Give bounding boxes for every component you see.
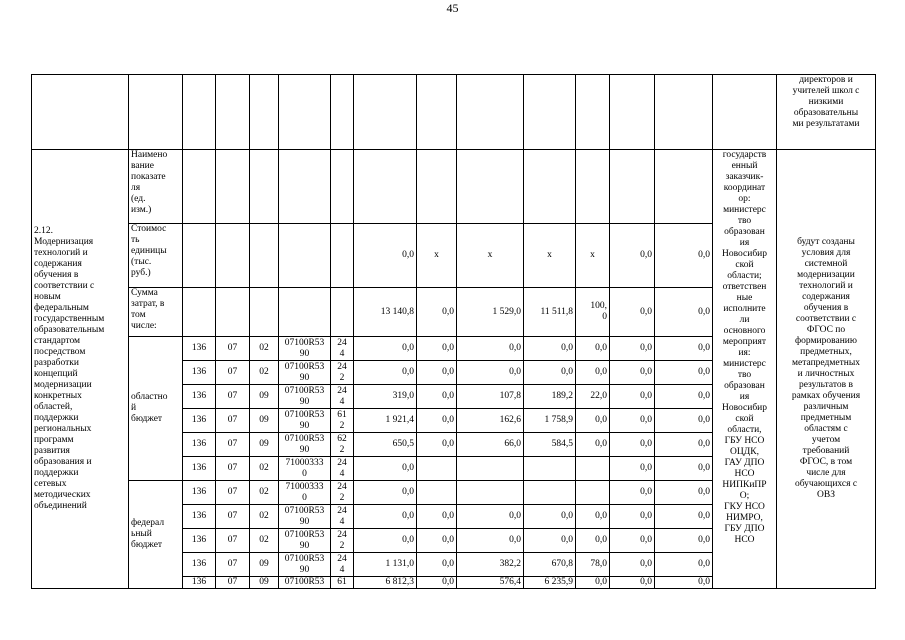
cell-y3 bbox=[524, 481, 576, 505]
cell-y4: x bbox=[576, 224, 610, 288]
cell-rz: 07 bbox=[216, 505, 250, 529]
cell-empty bbox=[417, 150, 457, 224]
cell-pr: 02 bbox=[250, 505, 279, 529]
cell-y6: 0,0 bbox=[655, 385, 713, 409]
cell-empty bbox=[183, 150, 216, 224]
cell-y1: 0,0 bbox=[417, 505, 457, 529]
cell-y3: 189,2 bbox=[524, 385, 576, 409]
cell-y6: 0,0 bbox=[655, 553, 713, 577]
cell-y1: 0,0 bbox=[417, 385, 457, 409]
cell-empty bbox=[183, 288, 216, 337]
cell-y1: 0,0 bbox=[417, 361, 457, 385]
cell-y5: 0,0 bbox=[610, 385, 655, 409]
cell-empty bbox=[417, 75, 457, 150]
cell-pr: 02 bbox=[250, 481, 279, 505]
cell-y6: 0,0 bbox=[655, 529, 713, 553]
cell-empty bbox=[183, 75, 216, 150]
cell-csr: 71000333 0 bbox=[279, 457, 331, 481]
cell-y3: 670,8 bbox=[524, 553, 576, 577]
indicator-name-row bbox=[32, 150, 876, 224]
cell-vr: 24 4 bbox=[331, 457, 354, 481]
cell-csr: 71000333 0 bbox=[279, 481, 331, 505]
cell-y4: 0,0 bbox=[576, 337, 610, 361]
cell-total: 0,0 bbox=[354, 505, 417, 529]
cell-y4 bbox=[576, 481, 610, 505]
indicator-name-label: Наимено вание показате ля (ед. изм.) bbox=[129, 150, 183, 224]
cell-y2: 0,0 bbox=[457, 529, 524, 553]
cell-y1: 0,0 bbox=[417, 337, 457, 361]
cell-csr: 07100R53 90 bbox=[279, 409, 331, 433]
cell-total: 0,0 bbox=[354, 361, 417, 385]
cell-y2: 0,0 bbox=[457, 505, 524, 529]
cell-rz: 07 bbox=[216, 481, 250, 505]
cell-y4: 0,0 bbox=[576, 529, 610, 553]
cell-empty bbox=[331, 150, 354, 224]
responsible-executors: государств енный заказчик- координат ор: министерс тво образован ия Новосибир ской области; ответствен ные исполните ли основного мероприят ия: министерс тво образован ия Новосибир ской области, ГБУ НСО ОЦДК, ГАУ ДПО НСО НИПКиПР О; ГКУ НСО НИМРО, ГБУ ДПО НСО bbox=[713, 150, 777, 589]
cell-vr: 24 4 bbox=[331, 385, 354, 409]
cell-total: 1 131,0 bbox=[354, 553, 417, 577]
cell-empty bbox=[250, 75, 279, 150]
cell-y2 bbox=[457, 481, 524, 505]
cell-empty bbox=[576, 75, 610, 150]
cell-total: 0,0 bbox=[354, 481, 417, 505]
cell-empty bbox=[250, 150, 279, 224]
cell-y6: 0,0 bbox=[655, 433, 713, 457]
cell-y5: 0,0 bbox=[610, 577, 655, 589]
cell-grbs: 136 bbox=[183, 577, 216, 589]
cell-y3: 0,0 bbox=[524, 337, 576, 361]
cell-csr: 07100R53 90 bbox=[279, 385, 331, 409]
cell-vr: 61 2 bbox=[331, 409, 354, 433]
cell-rz: 07 bbox=[216, 409, 250, 433]
cell-total: 13 140,8 bbox=[354, 288, 417, 337]
cell-y5: 0,0 bbox=[610, 288, 655, 337]
cell-rz: 07 bbox=[216, 457, 250, 481]
cell-y1: x bbox=[417, 224, 457, 288]
cell-empty bbox=[610, 150, 655, 224]
cell-total: 0,0 bbox=[354, 337, 417, 361]
cell-empty bbox=[354, 150, 417, 224]
cell-y2: 382,2 bbox=[457, 553, 524, 577]
cell-empty bbox=[279, 150, 331, 224]
cell-y3: 0,0 bbox=[524, 361, 576, 385]
cell-empty bbox=[331, 224, 354, 288]
cell-csr: 07100R53 90 bbox=[279, 361, 331, 385]
cell-grbs: 136 bbox=[183, 505, 216, 529]
cell-empty bbox=[216, 288, 250, 337]
cell-pr: 09 bbox=[250, 577, 279, 589]
cell-y3: x bbox=[524, 224, 576, 288]
cell-y3: 11 511,8 bbox=[524, 288, 576, 337]
cell-grbs: 136 bbox=[183, 385, 216, 409]
cell-empty bbox=[279, 288, 331, 337]
cell-y6: 0,0 bbox=[655, 505, 713, 529]
cell-y2: 1 529,0 bbox=[457, 288, 524, 337]
cell-y6: 0,0 bbox=[655, 481, 713, 505]
cell-vr: 24 2 bbox=[331, 361, 354, 385]
cell-grbs: 136 bbox=[183, 337, 216, 361]
regional-budget-label: областно й бюджет bbox=[129, 337, 183, 481]
total-expenses-label: Сумма затрат, в том числе: bbox=[129, 288, 183, 337]
cell-empty bbox=[216, 75, 250, 150]
cell-y1: 0,0 bbox=[417, 288, 457, 337]
cell-y2: 66,0 bbox=[457, 433, 524, 457]
cell-grbs: 136 bbox=[183, 361, 216, 385]
cell-y2: 576,4 bbox=[457, 577, 524, 589]
cell-empty bbox=[457, 75, 524, 150]
federal-budget-label: федерал ьный бюджет bbox=[129, 481, 183, 589]
cell-y6: 0,0 bbox=[655, 457, 713, 481]
cell-y5: 0,0 bbox=[610, 224, 655, 288]
cell-y5: 0,0 bbox=[610, 433, 655, 457]
cell-vr: 24 4 bbox=[331, 337, 354, 361]
cell-empty bbox=[655, 150, 713, 224]
cell-empty bbox=[216, 150, 250, 224]
continuation-row bbox=[32, 75, 876, 150]
cell-y5: 0,0 bbox=[610, 505, 655, 529]
cell-empty bbox=[713, 75, 777, 150]
cell-y2 bbox=[457, 457, 524, 481]
cell-y5: 0,0 bbox=[610, 457, 655, 481]
cell-vr: 61 bbox=[331, 577, 354, 589]
cell-rz: 07 bbox=[216, 385, 250, 409]
cell-y3: 1 758,9 bbox=[524, 409, 576, 433]
cell-pr: 02 bbox=[250, 529, 279, 553]
cell-y2: x bbox=[457, 224, 524, 288]
cell-vr: 24 4 bbox=[331, 553, 354, 577]
program-table bbox=[31, 74, 876, 589]
cell-empty bbox=[610, 75, 655, 150]
cell-y5: 0,0 bbox=[610, 553, 655, 577]
cell-csr: 07100R53 90 bbox=[279, 553, 331, 577]
cell-vr: 24 4 bbox=[331, 505, 354, 529]
cell-empty bbox=[250, 224, 279, 288]
cell-y1: 0,0 bbox=[417, 577, 457, 589]
cell-total: 0,0 bbox=[354, 224, 417, 288]
cell-empty bbox=[576, 150, 610, 224]
cell-y6: 0,0 bbox=[655, 288, 713, 337]
cell-rz: 07 bbox=[216, 553, 250, 577]
cell-pr: 09 bbox=[250, 553, 279, 577]
cell-rz: 07 bbox=[216, 433, 250, 457]
cell-empty bbox=[354, 75, 417, 150]
item-title: 2.12. Модернизация технологий и содержания обучения в соответствии с новым федеральным государственным образовательным стандартом посредством разработки концепций модернизации конкретных областей, поддержки региональных программ развития образования и поддержки сетевых методических объединений bbox=[32, 150, 129, 589]
cell-rz: 07 bbox=[216, 361, 250, 385]
cell-csr: 07100R53 90 bbox=[279, 529, 331, 553]
cell-y2: 162,6 bbox=[457, 409, 524, 433]
cell-empty bbox=[331, 288, 354, 337]
cell-empty bbox=[331, 75, 354, 150]
cell-y4 bbox=[576, 457, 610, 481]
cell-empty bbox=[655, 75, 713, 150]
cell-empty bbox=[216, 224, 250, 288]
cell-y4: 0,0 bbox=[576, 577, 610, 589]
cell-grbs: 136 bbox=[183, 409, 216, 433]
cell-csr: 07100R53 bbox=[279, 577, 331, 589]
cell-pr: 09 bbox=[250, 385, 279, 409]
cell-y6: 0,0 bbox=[655, 337, 713, 361]
cell-y4: 0,0 bbox=[576, 433, 610, 457]
cell-y4: 0,0 bbox=[576, 505, 610, 529]
cell-empty bbox=[524, 75, 576, 150]
cell-y1: 0,0 bbox=[417, 433, 457, 457]
cell-empty bbox=[129, 75, 183, 150]
cell-rz: 07 bbox=[216, 337, 250, 361]
cell-vr: 24 2 bbox=[331, 481, 354, 505]
cell-vr: 62 2 bbox=[331, 433, 354, 457]
cell-empty bbox=[524, 150, 576, 224]
cell-y6: 0,0 bbox=[655, 409, 713, 433]
cell-y2: 0,0 bbox=[457, 337, 524, 361]
cell-grbs: 136 bbox=[183, 433, 216, 457]
cell-y1: 0,0 bbox=[417, 409, 457, 433]
cell-empty bbox=[183, 224, 216, 288]
cell-y2: 107,8 bbox=[457, 385, 524, 409]
cell-y4: 0,0 bbox=[576, 361, 610, 385]
cell-rz: 07 bbox=[216, 577, 250, 589]
cell-y3: 0,0 bbox=[524, 505, 576, 529]
cell-y4: 0,0 bbox=[576, 409, 610, 433]
cell-total: 0,0 bbox=[354, 457, 417, 481]
cell-empty bbox=[32, 75, 129, 150]
cell-total: 6 812,3 bbox=[354, 577, 417, 589]
cell-y1 bbox=[417, 481, 457, 505]
cell-pr: 02 bbox=[250, 361, 279, 385]
cell-grbs: 136 bbox=[183, 553, 216, 577]
cell-pr: 02 bbox=[250, 457, 279, 481]
cell-pr: 09 bbox=[250, 409, 279, 433]
cell-total: 0,0 bbox=[354, 529, 417, 553]
cell-y1: 0,0 bbox=[417, 529, 457, 553]
cell-csr: 07100R53 90 bbox=[279, 433, 331, 457]
cell-y3: 584,5 bbox=[524, 433, 576, 457]
cell-y1 bbox=[417, 457, 457, 481]
cell-y6: 0,0 bbox=[655, 361, 713, 385]
cell-y3 bbox=[524, 457, 576, 481]
cell-pr: 09 bbox=[250, 433, 279, 457]
cell-grbs: 136 bbox=[183, 529, 216, 553]
cell-y3: 0,0 bbox=[524, 529, 576, 553]
cell-total: 319,0 bbox=[354, 385, 417, 409]
cell-empty bbox=[250, 288, 279, 337]
cell-pr: 02 bbox=[250, 337, 279, 361]
cell-y6: 0,0 bbox=[655, 224, 713, 288]
unit-cost-label: Стоимос ть единицы (тыс. руб.) bbox=[129, 224, 183, 288]
cell-empty bbox=[279, 75, 331, 150]
page-number: 45 bbox=[446, 1, 459, 15]
cell-grbs: 136 bbox=[183, 481, 216, 505]
cell-y6: 0,0 bbox=[655, 577, 713, 589]
cell-y4: 100, 0 bbox=[576, 288, 610, 337]
cell-csr: 07100R53 90 bbox=[279, 505, 331, 529]
cell-y5: 0,0 bbox=[610, 337, 655, 361]
expected-result: будут созданы условия для системной модернизации технологий и содержания обучения в соответствии с ФГОС по формированию предметных, метапредметных и личностных результатов в рамках обучения различным предметным областям с учетом требований ФГОС, в том числе для обучающихся с ОВЗ bbox=[777, 150, 876, 589]
cell-grbs: 136 bbox=[183, 457, 216, 481]
cell-total: 650,5 bbox=[354, 433, 417, 457]
cell-y4: 22,0 bbox=[576, 385, 610, 409]
cell-y3: 6 235,9 bbox=[524, 577, 576, 589]
cell-rz: 07 bbox=[216, 529, 250, 553]
cell-y2: 0,0 bbox=[457, 361, 524, 385]
continued-result-text: директоров и учителей школ с низкими образовательны ми результатами bbox=[777, 75, 876, 150]
cell-y5: 0,0 bbox=[610, 361, 655, 385]
cell-total: 1 921,4 bbox=[354, 409, 417, 433]
cell-y5: 0,0 bbox=[610, 529, 655, 553]
cell-vr: 24 2 bbox=[331, 529, 354, 553]
cell-csr: 07100R53 90 bbox=[279, 337, 331, 361]
cell-y1: 0,0 bbox=[417, 553, 457, 577]
cell-y4: 78,0 bbox=[576, 553, 610, 577]
cell-y5: 0,0 bbox=[610, 481, 655, 505]
cell-empty bbox=[279, 224, 331, 288]
cell-empty bbox=[457, 150, 524, 224]
cell-y5: 0,0 bbox=[610, 409, 655, 433]
